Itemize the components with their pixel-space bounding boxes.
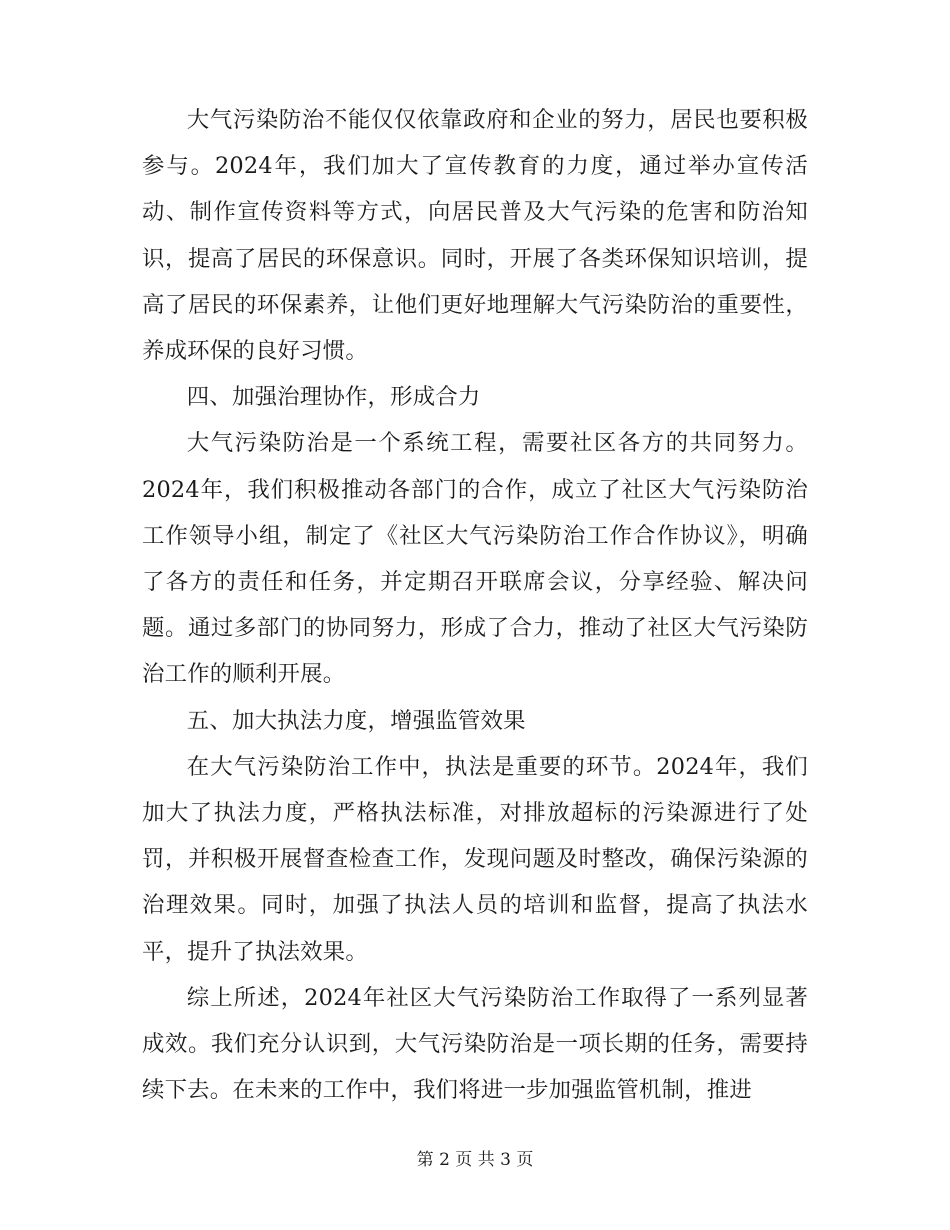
paragraph-summary: 综上所述，2024年社区大气污染防治工作取得了一系列显著成效。我们充分认识到，大气污染防治是一项长期的任务，需要持续下去。在未来的工作中，我们将进一步加强监管机制，推进 (142, 984, 808, 1104)
paragraph-cooperation: 大气污染防治是一个系统工程，需要社区各方的共同努力。2024年，我们积极推动各部门的合作，成立了社区大气污染防治工作领导小组，制定了《社区大气污染防治工作合作协议》，明确了各方的责任和任务，并定期召开联席会议，分享经验、解决问题。通过多部门的协同努力，形成了合力，推动了社区大气污染防治工作的顺利开展。 (142, 430, 808, 688)
section-heading-4: 四、加强治理协作，形成合力 (186, 384, 481, 411)
page-number-footer: 第 2 页 共 3 页 (416, 1150, 534, 1170)
document-body (142, 97, 808, 1113)
section-heading-5: 五、加大执法力度，增强监管效果 (186, 707, 526, 734)
paragraph-enforcement: 在大气污染防治工作中，执法是重要的环节。2024年，我们加大了执法力度，严格执法标准，对排放超标的污染源进行了处罚，并积极开展督查检查工作，发现问题及时整改，确保污染源的治理效果。同时，加强了执法人员的培训和监督，提高了执法水平，提升了执法效果。 (142, 753, 808, 965)
paragraph-resident-participation: 大气污染防治不能仅仅依靠政府和企业的努力，居民也要积极参与。2024年，我们加大了宣传教育的力度，通过举办宣传活动、制作宣传资料等方式，向居民普及大气污染的危害和防治知识，提高了居民的环保意识。同时，开展了各类环保知识培训，提高了居民的环保素养，让他们更好地理解大气污染防治的重要性，养成环保的良好习惯。 (142, 107, 808, 365)
